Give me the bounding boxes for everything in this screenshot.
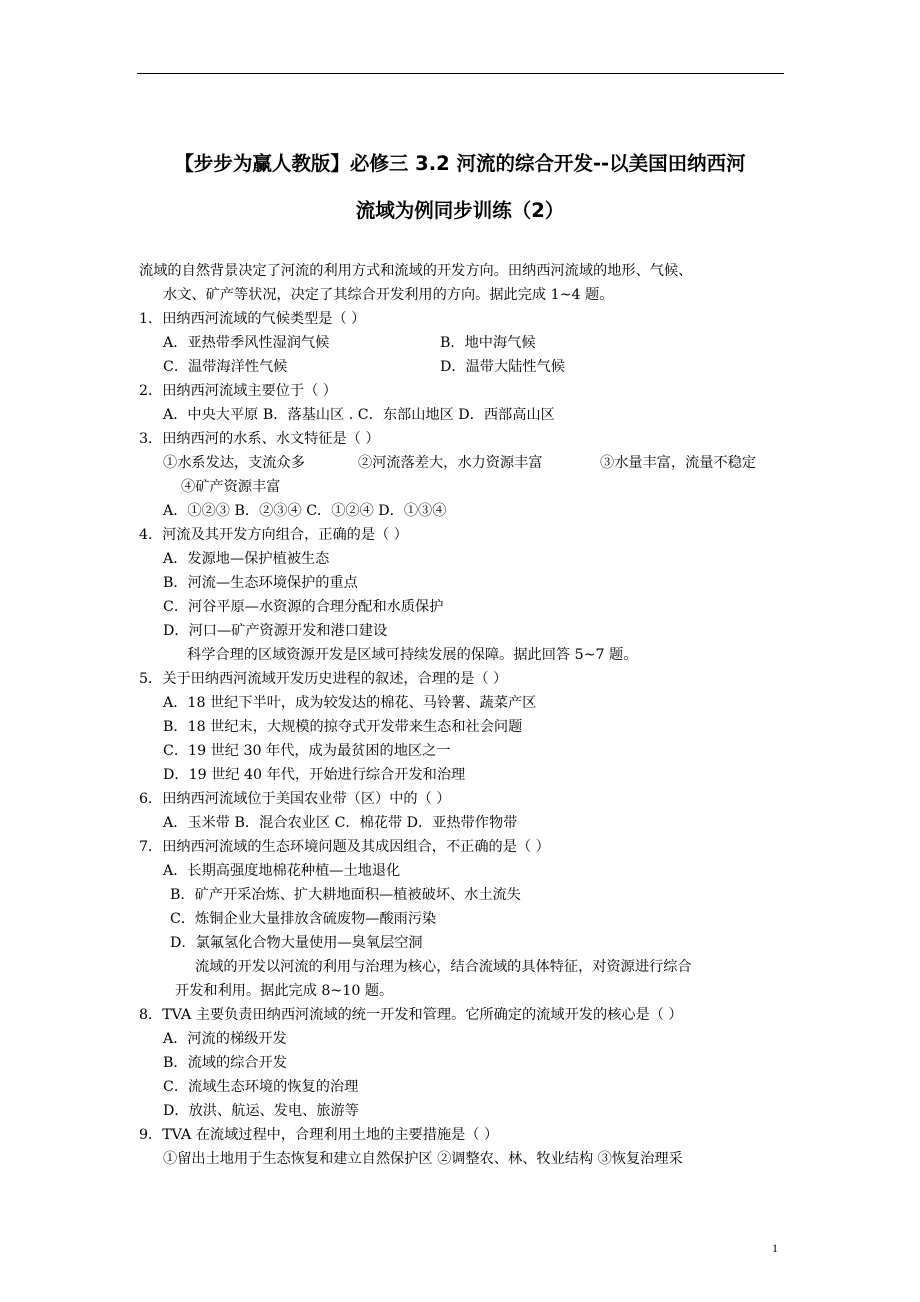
document-title-line1: 【步步为赢人教版】必修三 3.2 河流的综合开发--以美国田纳西河 (174, 152, 746, 175)
question-7-option-d: D．氯氟氢化合物大量使用—臭氧层空洞 (170, 935, 423, 951)
page-number: 1 (772, 1241, 778, 1255)
question-5-option-c: C．19 世纪 30 年代，成为最贫困的地区之一 (163, 743, 451, 759)
question-1-option-d: D．温带大陆性气候 (440, 359, 565, 375)
question-6-stem: 6．田纳西河流域位于美国农业带（区）中的（ ） (139, 791, 451, 807)
intro-paragraph-1-line1: 流域的自然背景决定了河流的利用方式和流域的开发方向。田纳西河流域的地形、气候、 (139, 263, 693, 279)
question-1-stem: 1．田纳西河流域的气候类型是（ ） (139, 311, 366, 327)
question-1-option-a: A．亚热带季风性湿润气候 (163, 335, 330, 351)
question-6-options: A．玉米带 B．混合农业区 C．棉花带 D．亚热带作物带 (163, 815, 518, 831)
question-4-stem: 4．河流及其开发方向组合，正确的是（ ） (139, 527, 408, 543)
question-9-stem: 9．TVA 在流域过程中，合理利用土地的主要措施是（ ） (139, 1127, 499, 1143)
question-4-option-d: D．河口—矿产资源开发和港口建设 (163, 623, 388, 639)
question-8-stem: 8．TVA 主要负责田纳西河流域的统一开发和管理。它所确定的流域开发的核心是（ ） (139, 1007, 683, 1023)
intro-paragraph-3-line1: 流域的开发以河流的利用与治理为核心，结合流域的具体特征，对资源进行综合 (195, 959, 692, 975)
question-4-option-b: B．河流—生态环境保护的重点 (163, 575, 358, 591)
question-2-options: A．中央大平原 B．落基山区 . C．东部山地区 D．西部高山区 (163, 407, 555, 423)
question-7-option-a: A．长期高强度地棉花种植—土地退化 (163, 863, 401, 879)
question-8-option-d: D．放洪、航运、发电、旅游等 (163, 1103, 359, 1119)
question-9-items: ①留出土地用于生态恢复和建立自然保护区 ②调整农、林、牧业结构 ③恢复治理采 (163, 1151, 683, 1167)
question-5-stem: 5．关于田纳西河流域开发历史进程的叙述，合理的是（ ） (139, 671, 508, 687)
question-3-stem: 3．田纳西河的水系、水文特征是（ ） (139, 431, 380, 447)
question-4-option-a: A．发源地—保护植被生态 (163, 551, 330, 567)
question-3-item-1: ①水系发达，支流众多 (163, 455, 305, 471)
question-1-option-c: C．温带海洋性气候 (163, 359, 288, 375)
intro-paragraph-2: 科学合理的区域资源开发是区域可持续发展的保障。据此回答 5~7 题。 (187, 647, 638, 663)
question-5-option-a: A．18 世纪下半叶，成为较发达的棉花、马铃薯、蔬菜产区 (163, 695, 537, 711)
question-8-option-a: A．河流的梯级开发 (163, 1031, 287, 1047)
question-3-item-3: ③水量丰富，流量不稳定 (600, 455, 757, 471)
question-1-option-b: B．地中海气候 (440, 335, 536, 351)
question-7-stem: 7．田纳西河流域的生态环境问题及其成因组合，不正确的是（ ） (139, 839, 550, 855)
question-3-item-2: ②河流落差大，水力资源丰富 (358, 455, 543, 471)
question-4-option-c: C．河谷平原—水资源的合理分配和水质保护 (163, 599, 444, 615)
question-7-option-c: C．炼铜企业大量排放含硫废物—酸雨污染 (170, 911, 437, 927)
question-8-option-c: C．流域生态环境的恢复的治理 (163, 1079, 359, 1095)
intro-paragraph-1-line2: 水文、矿产等状况，决定了其综合开发利用的方向。据此完成 1~4 题。 (163, 287, 614, 303)
question-2-stem: 2．田纳西河流域主要位于（ ） (139, 383, 337, 399)
document-title-line2: 流域为例同步训练（2） (355, 199, 565, 222)
question-3-item-4: ④矿产资源丰富 (181, 479, 281, 495)
header-rule (137, 73, 784, 74)
intro-paragraph-3-line2: 开发和利用。据此完成 8~10 题。 (175, 983, 394, 999)
question-5-option-b: B．18 世纪末，大规模的掠夺式开发带来生态和社会问题 (163, 719, 523, 735)
question-8-option-b: B．流域的综合开发 (163, 1055, 287, 1071)
question-7-option-b: B．矿产开采冶炼、扩大耕地面积—植被破坏、水土流失 (170, 887, 521, 903)
question-3-options: A．①②③ B．②③④ C．①②④ D．①③④ (163, 503, 447, 519)
question-5-option-d: D．19 世纪 40 年代，开始进行综合开发和治理 (163, 767, 466, 783)
